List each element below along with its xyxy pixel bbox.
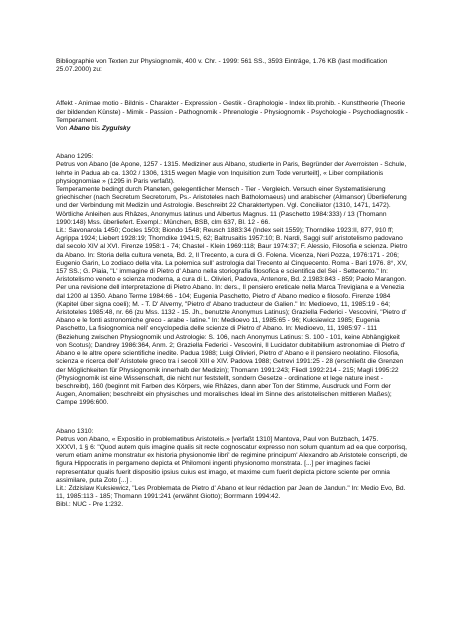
author-range: [56, 125, 408, 133]
entry-paragraph: Petrus von Abano, « Expositio in problematibus Aristotelis.» [verfaßt 1310] Mantova, Paul von Butzbach, 1475.: [56, 435, 379, 443]
entry-literature: Lit.: Savonarola 1450; Cocles 1503; Biondo 1548; Reusch 1883:34 (Index seit 1559); Thorndike 1923:II, 877, 910 ff; Agrippa 1924; Liebert 1928:19; Thorndike 1941:5, 62; Baltrusaitis 1957:10; B. Nardi, Saggi sull' aristotelismo padovano dal secolo XIV al XVI. Firenze 1958:1 - 74; Chastel - Klein 1969:118; Baur 1974:37; F. Alessio, Filosofia e scienza. Pietro da Abano. In: Storia della cultura veneta, Bd. 2, Il Trecento, a cura di G. Folena. Vicenza, Neri Pozza, 1976:171 - 206; Eugenio Garin, Lo zodiaco della vita. La polemica sull' astrologia dal Trecento al Cinquecento. Roma - Bari 1976. 8°, XV, 157 SS.; G. Piaia, "L' immagine di Pietro d' Abano nella storiografia filosofica e scientifica del Sei - Settecento." In: Aristotelismo veneto e scienza moderna, a cura di L. Olivieri, Padova, Antenore, Bd. 2.1983:843 - 859; Paolo Marangon. Per una revisione dell interpretazione di Pietro Abano. In: ders., Il pensiero ereticale nella Marca Trevigiana e a Venezia dal 1200 al 1350. Abano Terme 1984:66 - 104; Eugenia Paschetto, Pietro d' Abano medico e filosofo. Firenze 1984 (Kapitel über signa coeli); M. - T. D' Alverny, "Pietro d' Abano traducteur de Galien." In: Medioevo, 11, 1985:19 - 64; Aristoteles 1985:48, nr. 66 (zu Mss. 1132 - 15. Jh., benutzte Anonymus Latinus); Graziella Federici - Vescovini, "Pietro d' Abano e le fonti astronomiche greco - arabe - latine." In: Medioevo 11, 1985:65 - 96; Kuksiewicz 1985; Eugenia Paschetto, La fisiognomica nell' encyclopedia delle scienze di Pietro d' Abano. In: Medioevo, 11, 1985:97 - 111 (Beziehung zwischen Physiognomik und Astrologie: S. 106, nach Anonymus Latinus: S. 100 - 101, keine Abhängigkeit von Scotus); Dandrey 1986:364, Anm. 2; Graziella Federici - Vescovini, Il Lucidator dubitabilium astronomiae di Pietro d' Abano e le altre opere scientifiche inedite. Padua 1988; Luigi Olivieri, Pietro d' Abano e il pensiero neolatino. Filosofia, scienza e ricerca dell' Aristotele greco tra i secoli XIII e XIV. Padova 1988; Getrevi 1991:25 - 28 (erschließt die Grenzen der Möglichkeiten für Physiognomik innerhalb der Medizin); Thomann 1991:243; Fliedl 1992:214 - 215; Magli 1995:22 (Physiognomik ist eine Wissenschaft, die nicht nur feststellt, sondern Gesetze - ordinatione et lege nature inest - beschreibt), 160 (beginnt mit Farben des Körpers, wie Rhâzes, dann aber Ton der Stimme, Ausdruck und Form der Augen, Anomalien; beschreibt ein physisches und moralisches Ideal im Sinne des aristotelischen mittleren Maßes); Campe 1996:600.: [56, 227, 408, 407]
entry-literature: Lit.: Zdzislaw Kuksiewicz, "Les Problemata de Pietro d' Abano et leur rédaction par Jean de Jandun." In: Medio Evo, Bd. 11, 1985:113 - 185; Thomann 1991:241 (erwähnt Giotto); Borrmann 1994:42.: [56, 484, 406, 501]
entry-bibl: Bibl.: NUC - Pre 1:232.: [56, 501, 124, 509]
author-start: Abano: [69, 125, 90, 133]
entry-paragraph: Petrus von Abano [de Apone, 1257 - 1315. Mediziner aus Albano, studierte in Paris, Begründer der Averroisten - Schule, lehrte in Padua ab ca. 1302 / 1306, 1315 wegen Magie von Inquisition zum Tode verurteilt], « Liber compilationis physiognomiae » (1295 in Paris verfaßt).: [56, 161, 407, 185]
entry-paragraph: Temperamente bedingt durch Planeten, gelegentlicher Mensch - Tier - Vergleich. Versuch einer Systematisierung griechischer (nach Secretum Secretorum, Ps.- Aristoteles nach Batholomaeus) und arabischer (Almansor) Überlieferung und der Verbindung mit Medizin und Astrologie. Beschreibt 22 Charaktertypen. Vgl. Conciliator (1310, 1471, 1472). Wörtliche Anleihen aus Rhâzes, Anonymus latinus und Albertus Magnus. 11 (Paschetto 1984:333) / 13 (Thomann 1990:148) Mss. überliefert. Exempl.: München, BSB, clm 637, Bl. 12 - 66.: [56, 186, 407, 226]
author-end: Zygulsky: [101, 125, 131, 133]
author-mid: bis: [89, 125, 102, 133]
author-prefix: Von: [56, 125, 70, 133]
entry-quote: XXXVI, 1 § 6: "Quod autem quis imagine qualis sit recte cognoscatur expresso non solum quantum ad ea que corporisq, verum etiam anime monstratur ex historia physionomie libri' de regimine principum' Alexandro ab Aristotele conscripti, de figura Hippocratis in pergameno depicta et Philomoni ingenti physionomo monstrata. [...] per imagines faciei representatur qualis fuerit dispositio ipsius cuius est imago, et maxime cum fuerit depicta pictore sciente per omnia assimilare, puta Zoto [...] .: [56, 443, 408, 484]
entry-heading: Abano 1295:: [56, 153, 94, 161]
bibliography-header: Bibliographie von Texten zur Physiognomik, 400 v. Chr. - 1999: 561 SS., 3593 Einträge, 1.76 KB (last modification 25.07.2000) zu:: [56, 58, 388, 74]
entry-heading: Abano 1310:: [56, 427, 94, 435]
keyword-list: Affekt - Animae motio - Bildnis - Charakter - Expression - Gestik - Graphologie - Index lib.prohib. - Kunsttheorie (Theorie der bildenden Künste) - Mimik - Passion - Pathognomik - Phrenologie - Physiognomik - Psychologie - Psychodiagnostik - Temperament.: [56, 100, 408, 124]
